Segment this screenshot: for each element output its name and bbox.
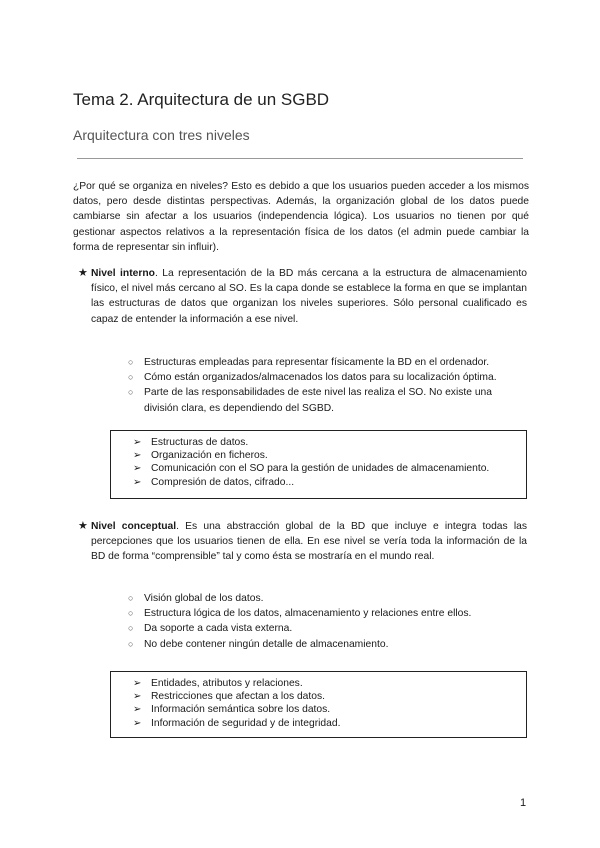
list-item: ○ Visión global de los datos. [128, 591, 528, 606]
list-item: ○ Parte de las responsabilidades de este nivel las realiza el SO. No existe una división clara, es dependiendo del SGBD. [128, 385, 528, 415]
nivel-conceptual-heading: Nivel conceptual [91, 521, 177, 532]
nivel-interno-item [78, 266, 527, 327]
horizontal-divider [77, 158, 523, 159]
box-item: ➢ Restricciones que afectan a los datos. [133, 690, 526, 703]
list-item: ○ Estructuras empleadas para representar físicamente la BD en el ordenador. [128, 355, 528, 370]
page-number: 1 [520, 797, 527, 809]
star-icon: ★ [78, 267, 88, 279]
nivel-conceptual-box [110, 671, 527, 738]
list-item: ○ Estructura lógica de los datos, almacenamiento y relaciones entre ellos. [128, 606, 528, 621]
section-subtitle: Arquitectura con tres niveles [73, 127, 250, 143]
box-item: ➢ Compresión de datos, cifrado... [133, 476, 526, 489]
nivel-conceptual-bullets [128, 591, 528, 652]
list-item: ○ No debe contener ningún detalle de almacenamiento. [128, 637, 528, 652]
page-title: Tema 2. Arquitectura de un SGBD [73, 90, 330, 109]
box-item: ➢ Estructuras de datos. [133, 436, 526, 449]
nivel-interno-box [110, 430, 527, 499]
nivel-interno-text: . La representación de la BD más cercana a la estructura de almacenamiento físico, el nivel más cercano al SO. Es la capa donde se establece la forma en que se implantan las estructuras de datos que organizan los niveles superiores. Sólo personal cualificado es capaz de entender la información a ese nivel. [91, 268, 527, 325]
nivel-conceptual-paragraph [91, 519, 527, 565]
nivel-conceptual-item [78, 519, 528, 565]
nivel-interno-paragraph [91, 266, 527, 327]
nivel-interno-bullets [128, 355, 528, 416]
list-item: ○ Cómo están organizados/almacenados los datos para su localización óptima. [128, 370, 528, 385]
nivel-conceptual-text: . Es una abstracción global de la BD que incluye e integra todas las percepciones que los usuarios tienen de ella. En ese nivel se vería toda la información de la BD de forma “comprensible” tal y como ésta se mostraría en el mundo real. [91, 521, 528, 563]
nivel-interno-heading: Nivel interno [91, 268, 155, 279]
box-item: ➢ Comunicación con el SO para la gestión de unidades de almacenamiento. [133, 462, 526, 475]
intro-paragraph: ¿Por qué se organiza en niveles? Esto es debido a que los usuarios pueden acceder a los mismos datos, pero desde distintas perspectivas. Además, la organización global de los datos puede cambiarse sin afectar a los usuarios (independencia lógica). Los usuarios no tienen por qué gestionar aspectos relativos a la representación física de los datos (el admin puede cambiar la forma de representar sin influir). [73, 181, 529, 253]
star-icon: ★ [78, 520, 88, 532]
list-item: ○ Da soporte a cada vista externa. [128, 621, 528, 636]
box-item: ➢ Entidades, atributos y relaciones. [133, 677, 526, 690]
box-item: ➢ Información semántica sobre los datos. [133, 703, 526, 716]
box-item: ➢ Información de seguridad y de integridad. [133, 717, 526, 730]
box-item: ➢ Organización en ficheros. [133, 449, 526, 462]
